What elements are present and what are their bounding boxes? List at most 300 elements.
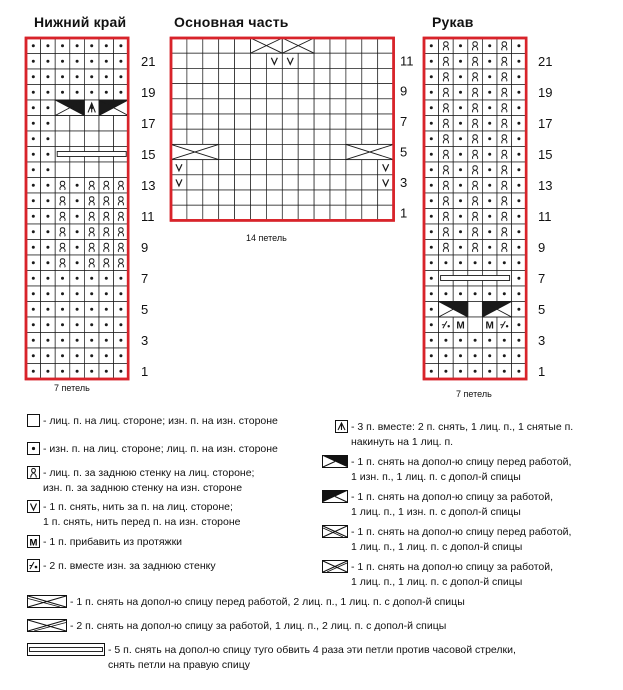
main-part-cell <box>187 38 203 53</box>
main-part-cell <box>251 53 267 68</box>
purl-dot-icon <box>488 354 491 357</box>
purl-dot-icon <box>430 184 433 187</box>
row-number-bottom-edge: 1 <box>141 363 149 379</box>
main-part-cell <box>362 84 378 99</box>
purl-dot-icon <box>430 122 433 125</box>
bottom-edge-cell <box>114 209 129 225</box>
purl-dot-icon <box>105 44 108 47</box>
bottom-edge-cell <box>55 209 70 225</box>
purl-dot-icon <box>517 122 520 125</box>
sleeve-cell <box>497 209 512 225</box>
row-number-sleeve: 15 <box>538 146 553 162</box>
sleeve-cell <box>439 116 454 132</box>
purl-dot-icon <box>119 44 122 47</box>
main-part-cell <box>346 84 362 99</box>
purl-dot-icon <box>32 339 35 342</box>
main-part-cell <box>251 114 267 129</box>
main-part-cell <box>282 175 298 190</box>
row-number-bottom-edge: 11 <box>141 208 155 224</box>
main-part-cell <box>298 114 314 129</box>
purl-dot-icon <box>61 308 64 311</box>
purl-dot-icon <box>459 370 462 373</box>
main-part-cell <box>251 99 267 114</box>
main-part-cell <box>187 129 203 144</box>
purl-dot-icon <box>32 106 35 109</box>
main-part-cell <box>251 205 267 220</box>
bottom-edge-cell <box>114 131 129 147</box>
row-number-sleeve: 19 <box>538 84 553 100</box>
purl-dot-icon <box>90 91 93 94</box>
bottom-edge-cell <box>55 240 70 256</box>
purl-dot-icon <box>459 292 462 295</box>
purl-dot-icon <box>61 354 64 357</box>
purl-dot-icon <box>459 261 462 264</box>
purl-dot-icon <box>46 370 49 373</box>
purl-dot-icon <box>46 323 49 326</box>
main-part-cell <box>203 114 219 129</box>
bottom-edge-cell <box>99 116 114 132</box>
purl-dot-icon <box>503 354 506 357</box>
sleeve-cell <box>468 224 483 240</box>
main-part-cell <box>203 53 219 68</box>
legend-p2tog <box>27 559 216 574</box>
main-part-cell <box>346 205 362 220</box>
bottom-edge-cell <box>84 193 99 209</box>
purl-dot-icon <box>32 153 35 156</box>
stitch-count-main-part: 14 петель <box>246 233 287 243</box>
main-part-cell <box>203 84 219 99</box>
main-part-cell <box>219 205 235 220</box>
purl-dot-icon <box>488 60 491 63</box>
main-part-cell <box>330 175 346 190</box>
purl-dot-icon <box>119 323 122 326</box>
sleeve-cell <box>497 147 512 163</box>
main-part-cell <box>346 160 362 175</box>
purl-dot-icon <box>46 215 49 218</box>
purl-dot-icon <box>503 370 506 373</box>
sleeve-cell <box>468 131 483 147</box>
purl-dot-icon <box>76 323 79 326</box>
purl-dot-icon <box>32 122 35 125</box>
purl-dot-icon <box>517 91 520 94</box>
cross-front-knit-icon <box>322 525 348 538</box>
purl-dot-icon <box>488 246 491 249</box>
main-part-cell <box>235 99 251 114</box>
main-part-cell <box>330 38 346 53</box>
purl-dot-icon <box>517 230 520 233</box>
bottom-edge-cell <box>114 116 129 132</box>
main-part-cell <box>266 175 282 190</box>
main-part-cell <box>362 190 378 205</box>
purl-dot-icon <box>517 277 520 280</box>
sleeve-cell <box>497 317 512 333</box>
purl-dot-icon <box>430 44 433 47</box>
purl-dot-icon <box>430 370 433 373</box>
legend-cdd-text: - 3 п. вместе: 2 п. снять, 1 лиц. п., 1 снятые п. накинуть на 1 лиц. п. <box>351 421 574 448</box>
sleeve-cell <box>497 100 512 116</box>
main-part-cell <box>235 160 251 175</box>
main-part-cell <box>330 129 346 144</box>
purl-dot-icon <box>119 339 122 342</box>
bottom-edge-cell <box>70 116 85 132</box>
legend-cross-a-text: - 1 п. снять на допол-ю спицу перед работой, 1 изн. п., 1 лиц. п. с допол-й спицы <box>351 456 572 483</box>
main-part-cell <box>235 129 251 144</box>
sleeve-cell <box>439 240 454 256</box>
sleeve-cell <box>439 54 454 70</box>
sleeve-cell <box>439 100 454 116</box>
sleeve-cell <box>439 209 454 225</box>
bottom-edge-cell <box>99 209 114 225</box>
sleeve-cell <box>468 302 483 318</box>
main-part-cell <box>266 84 282 99</box>
main-part-cell <box>235 144 251 159</box>
sleeve-cell <box>497 116 512 132</box>
bottom-edge-cell <box>114 178 129 194</box>
purl-dot-icon <box>430 91 433 94</box>
main-part-cell <box>171 205 187 220</box>
purl-dot-icon <box>459 354 462 357</box>
cable-front-icon <box>27 595 67 608</box>
main-part-cell <box>362 38 378 53</box>
purl-dot-icon <box>76 199 79 202</box>
sleeve-cell <box>439 69 454 85</box>
main-part-cell <box>219 38 235 53</box>
main-part-cell <box>266 144 282 159</box>
purl-dot-icon <box>61 277 64 280</box>
cross-back-knit-icon <box>322 560 348 573</box>
purl-dot-icon <box>61 339 64 342</box>
purl-dot-icon <box>119 292 122 295</box>
legend-cable-4a <box>27 595 465 610</box>
sleeve-cell <box>497 38 512 54</box>
main-part-cell <box>314 38 330 53</box>
purl-dot-icon <box>459 168 462 171</box>
purl-dot-icon <box>105 75 108 78</box>
legend-purl <box>27 442 278 457</box>
purl-dot-icon <box>32 230 35 233</box>
purl-dot-icon <box>32 354 35 357</box>
main-part-cell <box>378 114 394 129</box>
main-part-cell <box>266 68 282 83</box>
row-number-main-part: 9 <box>400 83 408 99</box>
purl-dot-icon <box>517 106 520 109</box>
purl-dot-icon <box>488 168 491 171</box>
chart-bottom-edge <box>26 38 128 379</box>
chart-sleeve <box>424 38 526 379</box>
sleeve-cell <box>439 131 454 147</box>
main-part-cell <box>346 53 362 68</box>
main-part-cell <box>203 205 219 220</box>
row-number-sleeve: 13 <box>538 177 553 193</box>
row-number-bottom-edge: 17 <box>141 115 156 131</box>
main-part-cell <box>330 144 346 159</box>
main-part-cell <box>298 53 314 68</box>
purl-dot-icon <box>430 323 433 326</box>
purl-dot-icon <box>444 292 447 295</box>
main-part-cell <box>251 129 267 144</box>
purl-dot-icon <box>90 370 93 373</box>
bottom-edge-cell <box>99 193 114 209</box>
purl-dot-icon <box>517 44 520 47</box>
main-part-cell <box>203 68 219 83</box>
main-part-cell <box>298 205 314 220</box>
main-part-cell <box>235 84 251 99</box>
main-part-cell <box>346 99 362 114</box>
row-number-sleeve: 5 <box>538 301 546 317</box>
main-part-cell <box>251 144 267 159</box>
purl-dot-icon <box>119 354 122 357</box>
main-part-cell <box>298 99 314 114</box>
purl-dot-icon <box>517 323 520 326</box>
purl-dot-icon <box>503 339 506 342</box>
purl-dot-icon <box>459 215 462 218</box>
purl-dot-icon <box>503 292 506 295</box>
purl-dot-icon <box>488 122 491 125</box>
purl-dot-icon <box>517 153 520 156</box>
main-part-cell <box>378 38 394 53</box>
main-part-cell <box>330 114 346 129</box>
purl-dot-icon <box>32 215 35 218</box>
purl-dot-icon <box>46 308 49 311</box>
bottom-edge-cell <box>55 116 70 132</box>
purl-dot-icon <box>105 308 108 311</box>
legend-cross-b <box>322 490 553 520</box>
sleeve-cell <box>468 85 483 101</box>
bottom-edge-cell <box>55 193 70 209</box>
purl-dot-icon <box>517 292 520 295</box>
main-part-cell <box>330 68 346 83</box>
main-part-cell <box>362 129 378 144</box>
purl-dot-icon <box>32 246 35 249</box>
sleeve-cell <box>497 85 512 101</box>
main-part-cell <box>171 160 187 175</box>
main-part-cell <box>298 144 314 159</box>
main-part-cell <box>266 129 282 144</box>
main-part-cell <box>235 175 251 190</box>
purl-dot-icon <box>430 277 433 280</box>
legend-cable-4b <box>27 619 446 634</box>
purl-dot-icon <box>430 137 433 140</box>
purl-dot-icon <box>32 370 35 373</box>
main-part-cell <box>187 53 203 68</box>
sleeve-cell <box>439 85 454 101</box>
purl-dot-icon <box>517 184 520 187</box>
main-part-cell <box>314 99 330 114</box>
purl-dot-icon <box>32 184 35 187</box>
purl-dot-icon <box>459 230 462 233</box>
bottom-edge-cell <box>55 255 70 271</box>
purl-dot-icon <box>459 199 462 202</box>
main-part-cell <box>346 38 362 53</box>
purl-dot-icon <box>488 91 491 94</box>
legend-slip <box>27 500 241 530</box>
title-sleeve: Рукав <box>432 14 474 30</box>
purl-dot-icon <box>119 75 122 78</box>
purl-dot-icon <box>474 261 477 264</box>
main-part-cell <box>282 99 298 114</box>
purl-dot-icon <box>76 215 79 218</box>
row-number-bottom-edge: 13 <box>141 177 156 193</box>
bottom-edge-cell <box>84 240 99 256</box>
legend-knit-text: - лиц. п. на лиц. стороне; изн. п. на изн. стороне <box>43 415 278 427</box>
purl-dot-icon <box>119 60 122 63</box>
purl-dot-icon <box>430 199 433 202</box>
purl-dot-icon <box>517 261 520 264</box>
bottom-edge-cell <box>84 209 99 225</box>
legend-cable-4b-text: - 2 п. снять на допол-ю спицу за работой, 1 лиц. п., 2 лиц. п. с допол-й спицы <box>70 620 447 632</box>
purl-dot-icon <box>488 106 491 109</box>
main-part-cell <box>171 129 187 144</box>
main-part-cell <box>362 160 378 175</box>
bottom-edge-cell <box>99 131 114 147</box>
purl-dot-icon <box>61 91 64 94</box>
purl-dot-icon <box>46 106 49 109</box>
purl-dot-icon <box>46 137 49 140</box>
purl-dot-icon <box>459 246 462 249</box>
twisted-stitch-icon <box>27 466 40 479</box>
bottom-edge-cell <box>114 240 129 256</box>
sleeve-cell <box>468 38 483 54</box>
row-number-main-part: 11 <box>400 53 414 69</box>
purl-dot-icon <box>517 246 520 249</box>
purl-dot-icon <box>488 184 491 187</box>
legend-make1-text: - 1 п. прибавить из протяжки <box>43 536 183 548</box>
purl-dot-icon <box>61 292 64 295</box>
purl-dot-icon <box>90 354 93 357</box>
cdd-icon <box>335 420 348 433</box>
purl-dot-icon <box>90 44 93 47</box>
purl-dot-icon <box>76 261 79 264</box>
main-part-cell <box>235 38 251 53</box>
legend-wrap <box>27 643 516 673</box>
stitch-count-sleeve: 7 петель <box>456 389 492 399</box>
purl-dot-icon <box>105 339 108 342</box>
main-part-cell <box>282 68 298 83</box>
row-number-main-part: 7 <box>400 114 408 130</box>
purl-dot-icon <box>90 75 93 78</box>
main-part-cell <box>219 129 235 144</box>
purl-dot-icon <box>430 153 433 156</box>
sleeve-cell <box>468 209 483 225</box>
main-part-cell <box>298 129 314 144</box>
purl-dot-icon <box>488 230 491 233</box>
main-part-cell <box>378 190 394 205</box>
main-part-cell <box>187 114 203 129</box>
main-part-cell <box>171 114 187 129</box>
cross-back-purl-icon <box>322 490 348 503</box>
main-part-cell <box>282 190 298 205</box>
main-part-cell <box>362 53 378 68</box>
main-part-cell <box>235 53 251 68</box>
bottom-edge-cell <box>114 193 129 209</box>
sleeve-cell <box>497 178 512 194</box>
purl-dot-icon <box>119 370 122 373</box>
chart-main-part <box>171 38 394 220</box>
sleeve-cell <box>497 240 512 256</box>
main-part-cell <box>203 129 219 144</box>
purl-dot-icon <box>517 215 520 218</box>
main-part-cell <box>266 114 282 129</box>
purl-dot-icon <box>32 261 35 264</box>
main-part-cell <box>282 84 298 99</box>
purl-dot-icon <box>444 339 447 342</box>
main-part-cell <box>235 190 251 205</box>
legend-wrap-text: - 5 п. снять на допол-ю спицу туго обвить 4 раза эти петли против часовой стрелки, снять петли на правую спицу <box>108 644 516 671</box>
purl-dot-icon <box>90 308 93 311</box>
main-part-cell <box>314 84 330 99</box>
purl-dot-icon <box>76 277 79 280</box>
legend-cross-d-text: - 1 п. снять на допол-ю спицу за работой, 1 лиц. п., 1 лиц. п. с допол-й спицы <box>351 561 554 588</box>
bottom-edge-cell <box>55 162 70 178</box>
legend-make1 <box>27 535 182 550</box>
main-part-cell <box>330 84 346 99</box>
svg-text:M: M <box>29 537 38 548</box>
legend-cable-4a-text: - 1 п. снять на допол-ю спицу перед работой, 2 лиц. п., 1 лиц. п. с допол-й спицы <box>70 596 465 608</box>
purl-dot-icon <box>430 308 433 311</box>
main-part-cell <box>203 190 219 205</box>
purl-dot-icon <box>76 91 79 94</box>
main-part-cell <box>235 205 251 220</box>
legend-cross-c-text: - 1 п. снять на допол-ю спицу перед работой, 1 лиц. п., 1 лиц. п. с допол-й спицы <box>351 526 572 553</box>
purl-dot-icon <box>517 137 520 140</box>
legend-slip-text: - 1 п. снять, нить за п. на лиц. стороне; 1 п. снять, нить перед п. на изн. стороне <box>43 501 241 528</box>
purl-dot-icon <box>444 261 447 264</box>
main-part-cell <box>235 68 251 83</box>
main-part-cell <box>314 68 330 83</box>
main-part-cell <box>187 99 203 114</box>
purl-dot-icon <box>430 292 433 295</box>
cable-back-icon <box>27 619 67 632</box>
purl-dot-icon <box>76 75 79 78</box>
sleeve-cell <box>468 317 483 333</box>
sleeve-cell <box>468 54 483 70</box>
wrap-bar <box>441 276 510 281</box>
purl-dot-icon <box>474 292 477 295</box>
p2tog-dot-icon <box>506 325 508 327</box>
main-part-cell <box>378 175 394 190</box>
row-number-sleeve: 3 <box>538 332 546 348</box>
main-part-cell <box>251 68 267 83</box>
purl-dot-icon <box>430 261 433 264</box>
main-part-cell <box>219 53 235 68</box>
row-number-bottom-edge: 7 <box>141 270 149 286</box>
purl-dot-icon <box>488 137 491 140</box>
main-part-cell <box>314 114 330 129</box>
main-part-cell <box>378 68 394 83</box>
bottom-edge-cell <box>84 131 99 147</box>
make-one-icon: M <box>485 320 494 332</box>
row-number-sleeve: 9 <box>538 239 546 255</box>
sleeve-cell <box>497 162 512 178</box>
purl-dot-icon <box>430 106 433 109</box>
purl-dot-icon <box>46 277 49 280</box>
purl-dot-icon <box>105 277 108 280</box>
sleeve-cell <box>468 147 483 163</box>
purl-dot-icon <box>459 153 462 156</box>
purl-dot-icon <box>444 370 447 373</box>
main-part-cell <box>378 205 394 220</box>
main-part-cell <box>171 68 187 83</box>
sleeve-cell <box>468 178 483 194</box>
p2tog-dot-icon <box>448 325 450 327</box>
main-part-cell <box>314 53 330 68</box>
purl-dot-icon <box>459 122 462 125</box>
purl-dot-icon <box>46 230 49 233</box>
bottom-edge-cell <box>84 224 99 240</box>
purl-dot-icon <box>46 168 49 171</box>
sleeve-cell <box>468 162 483 178</box>
purl-dot-icon <box>517 60 520 63</box>
